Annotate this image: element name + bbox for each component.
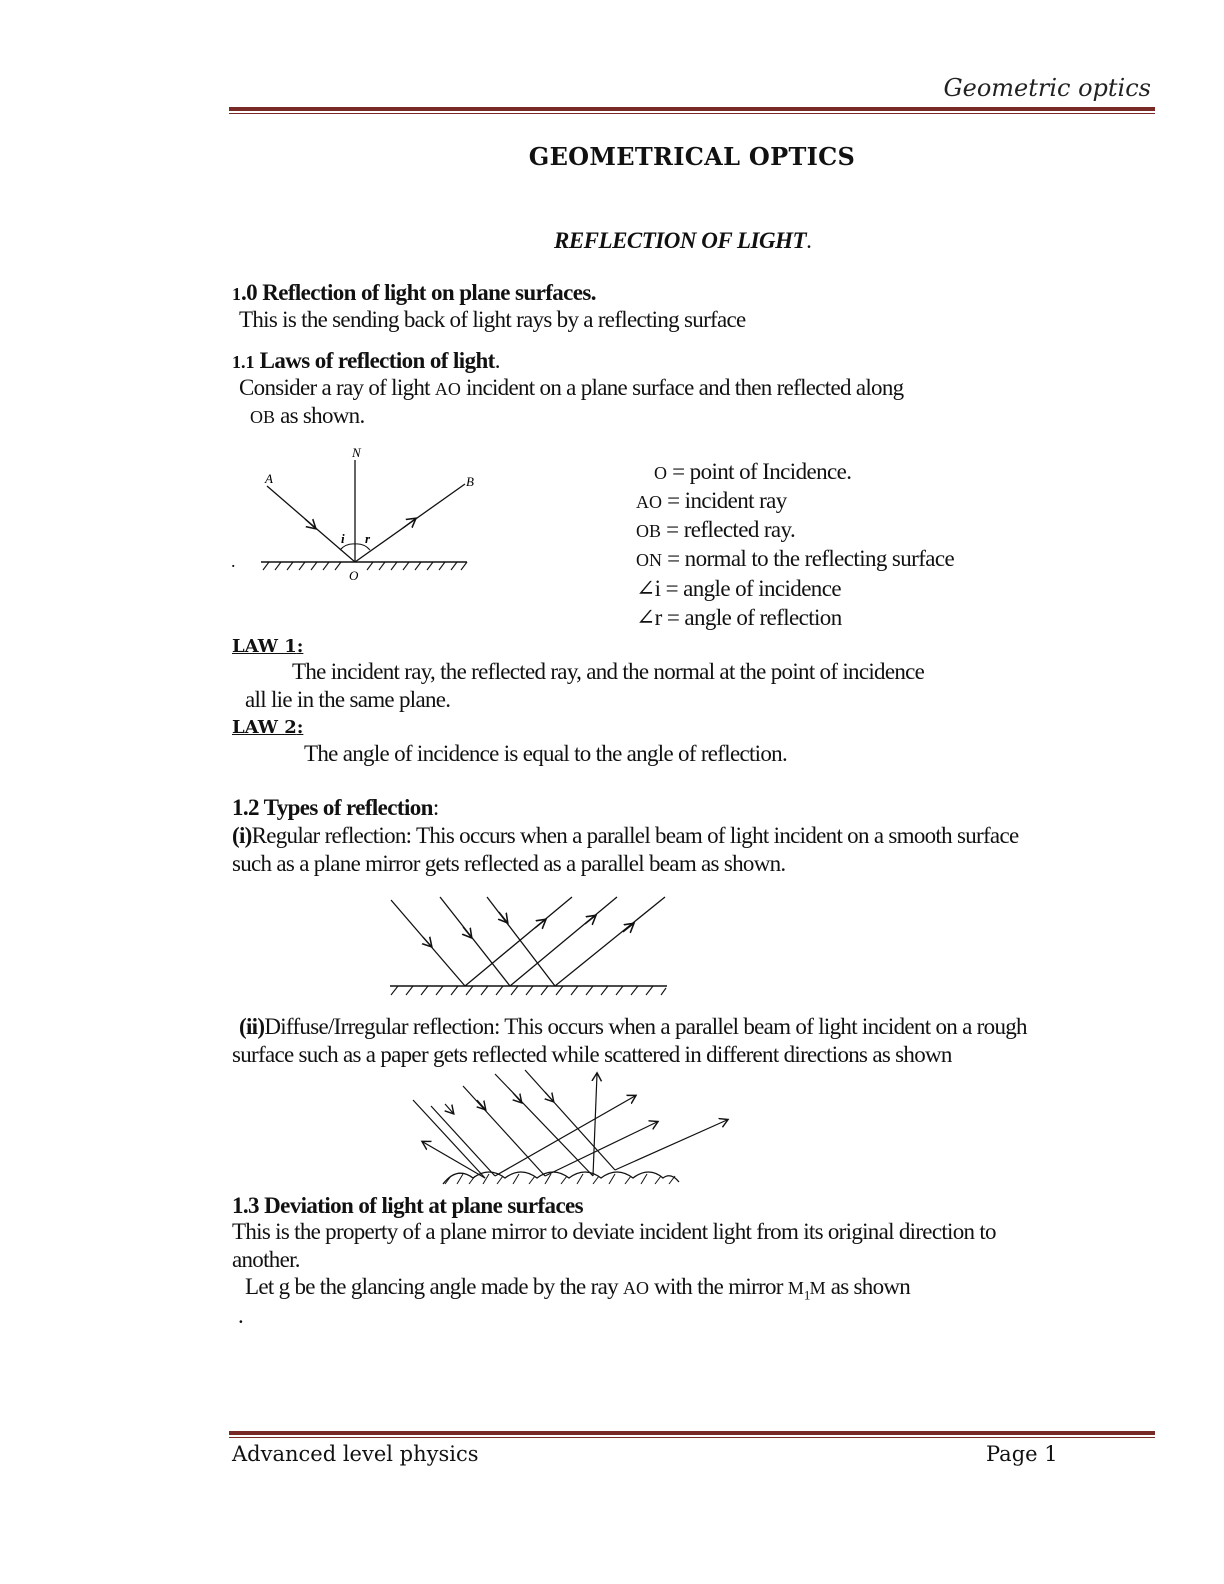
heading-1-3: 1.3 Deviation of light at plane surfaces [232,1193,584,1218]
section-subtitle: REFLECTION OF LIGHT. [554,228,812,253]
paragraph-1-1-line1: Consider a ray of light AO incident on a plane surface and then reflected along [239,375,904,400]
law-1-text-line2: all lie in the same plane. [245,687,451,712]
paragraph-1-3-line2: another. [232,1247,300,1272]
incident-ray [413,1100,485,1178]
legend-item: AO = incident ray [636,488,787,513]
reflected-ray [423,1142,485,1178]
reflected-ray [495,1096,635,1176]
reflected-ray [615,1120,727,1170]
reflected-ray [593,1074,597,1176]
incident-arrow [499,912,507,922]
legend-item: ∠i = angle of incidence [636,576,841,601]
incident-arrow [445,1104,453,1113]
heading-1-0: 1.0 Reflection of light on plane surfaces. [232,280,596,305]
regular-reflection-line2: such as a plane mirror gets reflected as a parallel beam as shown. [232,851,786,876]
reflected-arrow [623,924,633,932]
label-a: A [265,471,273,486]
incident-arrow [545,1092,553,1101]
law-1-text-line1: The incident ray, the reflected ray, and the normal at the point of incidence [292,659,925,684]
diffuse-reflection-line1: (ii)Diffuse/Irregular reflection: This occurs when a parallel beam of light incident on a rough [239,1014,1027,1039]
mirror-hatching [263,562,467,570]
incident-ray [463,1086,545,1176]
label-o: O [349,568,359,583]
paragraph-1-1-line2: OB as shown. [250,403,365,428]
legend-item: OB = reflected ray. [636,517,796,542]
running-header: Geometric optics [943,74,1151,102]
paragraph-1-3-line1: This is the property of a plane mirror to deviate incident light from its original direction to [232,1219,996,1244]
law-2-text: The angle of incidence is equal to the angle of reflection. [304,741,788,766]
regular-reflection-diagram [385,892,675,1002]
reflected-ray [555,897,665,986]
footer-page-number: Page 1 [986,1442,1058,1466]
figure-dot: . [231,551,236,571]
regular-reflection-line1: (i)Regular reflection: This occurs when a parallel beam of light incident on a smooth surface [232,823,1019,848]
footer-book-title: Advanced level physics [232,1442,479,1466]
diffuse-reflection-diagram [405,1066,735,1188]
reflected-arrow [585,916,595,924]
heading-1-1: 1.1 Laws of reflection of light. [232,348,500,373]
incident-ray [495,1074,593,1176]
paragraph-1-3-line3: Let g be the glancing angle made by the ray AO with the mirror $M_1M$ as shown [245,1274,911,1303]
label-i: i [341,531,345,546]
law-1-label: LAW 1: [232,636,304,657]
legend-item: O = point of Incidence. [654,459,852,484]
law-2-label: LAW 2: [232,717,304,738]
incident-ray [440,897,510,986]
paragraph-1-0: This is the sending back of light rays by a reflecting surface [239,307,746,332]
diffuse-reflection-line2: surface such as a paper gets reflected while scattered in different directions as shown [232,1042,952,1067]
reflected-ray [465,897,572,986]
legend-item: ∠r = angle of reflection [636,605,842,630]
reflected-arrow [403,519,415,528]
header-rule [229,107,1155,114]
reflected-arrow [535,920,545,928]
incident-arrow [477,1100,485,1109]
incident-arrow [463,927,471,937]
incident-ray [487,897,555,986]
reflection-law-diagram [255,440,475,585]
label-b: B [466,474,474,489]
legend-item: ON = normal to the reflecting surface [636,546,955,571]
heading-1-2: 1.2 Types of reflection: [232,795,439,820]
reflected-ray [510,897,617,986]
label-n: N [352,445,361,460]
label-r: r [365,531,371,546]
footer-rule [229,1431,1155,1438]
trailing-dot: . [238,1303,244,1328]
mirror-hatching [391,986,666,995]
reflected-ray [545,1122,657,1176]
incident-arrow [513,1093,521,1102]
incident-arrow [423,937,431,946]
page-title: GEOMETRICAL OPTICS [528,142,856,171]
incident-arrow [305,519,315,528]
